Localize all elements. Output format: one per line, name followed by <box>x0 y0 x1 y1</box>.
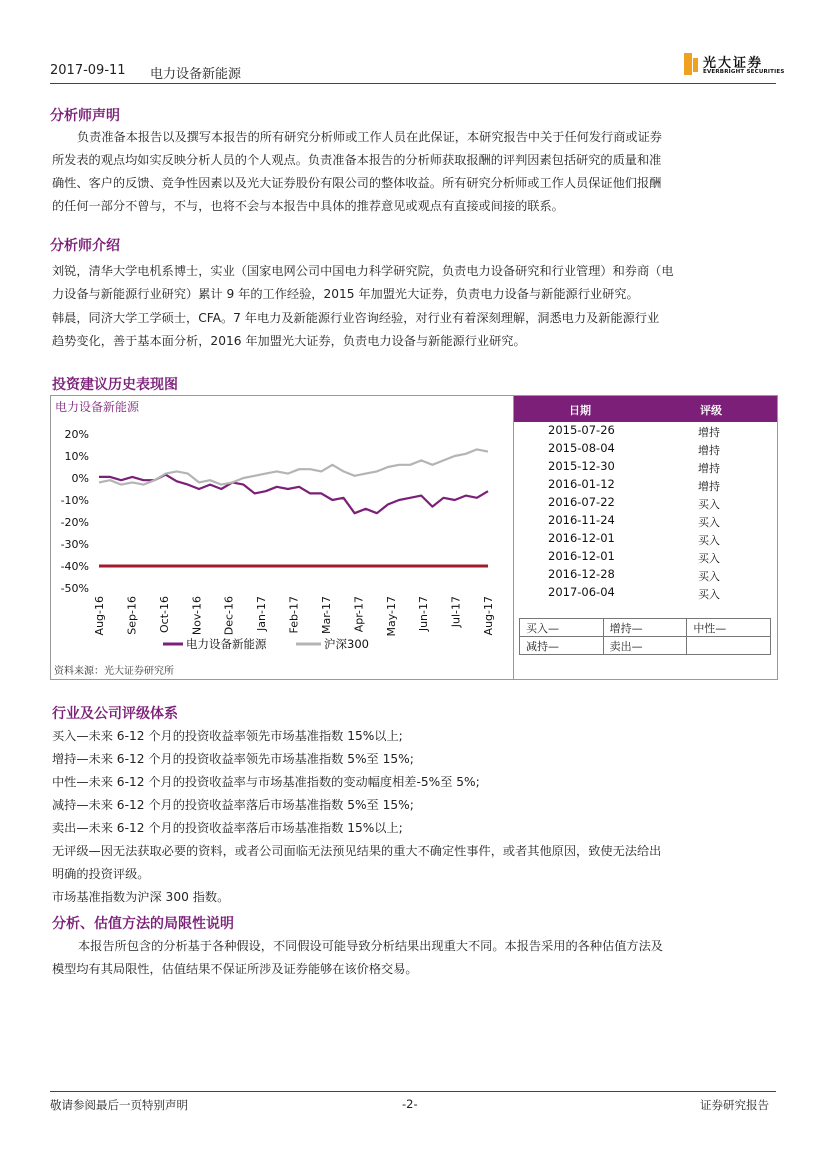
row-rating: 增持 <box>698 462 720 475</box>
rating-rows <box>514 422 777 612</box>
legend-cell <box>687 637 771 655</box>
section-title-analyst-intro: 分析师介绍 <box>50 238 120 254</box>
row-rating: 买入 <box>698 498 720 511</box>
statement-line: 确性、客户的反馈、竞争性因素以及光大证券股份有限公司的整体收益。所有研究分析师或工作人员保证他们报酬 <box>52 176 662 190</box>
statement-line: 的任何一部分不曾与，不与，也将不会与本报告中具体的推荐意见或观点有直接或间接的联系。 <box>52 199 564 213</box>
row-date: 2016-12-01 <box>548 549 615 563</box>
row-rating: 买入 <box>698 516 720 529</box>
legend-cell: 增持— <box>603 619 687 637</box>
row-date: 2016-01-12 <box>548 477 615 491</box>
history-chart <box>50 395 514 680</box>
company-logo <box>684 52 785 78</box>
intro-line: 韩晨，同济大学工学硕士，CFA。7 年电力及新能源行业咨询经验，对行业有着深刻理解，洞悉电力及新能源行业 <box>52 311 660 325</box>
report-date: 2017-09-11 <box>50 63 126 78</box>
rating-legend <box>519 618 771 655</box>
statement-line: 所发表的观点均如实反映分析人员的个人观点。负责准备本报告的分析师获取报酬的评判因素包括研究的质量和准 <box>52 153 662 167</box>
x-tick-label: Aug-17 <box>482 596 495 636</box>
rating-table-header <box>514 396 777 422</box>
section-title-analyst-statement: 分析师声明 <box>50 108 120 124</box>
logo-text-en: EVERBRIGHT SECURITIES <box>703 69 785 75</box>
x-tick-label: Aug-16 <box>93 596 106 636</box>
rating-history-table <box>513 395 778 680</box>
row-rating: 买入 <box>698 534 720 547</box>
legend-cell: 卖出— <box>603 637 687 655</box>
x-tick-label: Dec-16 <box>222 596 236 636</box>
footer-divider <box>50 1091 776 1092</box>
page-number: -2- <box>402 1097 418 1111</box>
row-date: 2016-12-01 <box>548 531 615 545</box>
y-tick-label: 10% <box>64 450 89 463</box>
legend-cell: 减持— <box>520 637 604 655</box>
logo-mark-icon <box>684 53 692 75</box>
y-tick-label: -30% <box>60 538 89 551</box>
table-row <box>514 440 777 458</box>
rating-def-line: 增持—未来 6-12 个月的投资收益率领先市场基准指数 5%至 15%; <box>52 752 414 766</box>
intro-line: 刘锐，清华大学电机系博士，实业（国家电网公司中国电力科学研究院，负责电力设备研究和行业管理）和券商（电 <box>52 264 674 278</box>
row-rating: 买入 <box>698 588 720 601</box>
report-sector: 电力设备新能源 <box>150 67 242 82</box>
row-date: 2016-11-24 <box>548 513 615 527</box>
rating-def-line: 减持—未来 6-12 个月的投资收益率落后市场基准指数 5%至 15%; <box>52 798 414 812</box>
row-rating: 增持 <box>698 444 720 457</box>
legend-label: 沪深300 <box>324 637 369 651</box>
x-tick-label: May-17 <box>384 596 398 637</box>
table-row <box>514 458 777 476</box>
row-rating: 买入 <box>698 552 720 565</box>
y-tick-label: 20% <box>64 428 89 441</box>
row-date: 2015-12-30 <box>548 459 615 473</box>
chart-canvas <box>51 396 513 661</box>
series-line <box>99 449 488 484</box>
table-row <box>514 530 777 548</box>
table-row <box>514 584 777 602</box>
section-title-limitations: 分析、估值方法的局限性说明 <box>52 916 234 932</box>
footer-disclaimer: 敬请参阅最后一页特别声明 <box>50 1098 188 1112</box>
intro-line: 趋势变化，善于基本面分析，2016 年加盟光大证券，负责电力设备与新能源行业研究。 <box>52 334 526 348</box>
header-divider <box>50 83 776 84</box>
row-date: 2017-06-04 <box>548 585 615 599</box>
legend-row <box>520 619 771 637</box>
x-tick-label: Nov-16 <box>190 596 204 636</box>
rating-def-line: 无评级—因无法获取必要的资料，或者公司面临无法预见结果的重大不确定性事件，或者其他原因，致使无法给出 <box>52 844 662 858</box>
rating-def-line: 买入—未来 6-12 个月的投资收益率领先市场基准指数 15%以上; <box>52 729 403 743</box>
table-row <box>514 494 777 512</box>
legend-row <box>520 637 771 655</box>
row-date: 2015-08-04 <box>548 441 615 455</box>
rating-def-line: 明确的投资评级。 <box>52 867 150 881</box>
y-tick-label: 0% <box>71 472 89 485</box>
row-rating: 增持 <box>698 480 720 493</box>
row-date: 2016-12-28 <box>548 567 615 581</box>
y-tick-label: -20% <box>60 516 89 529</box>
x-tick-label: Apr-17 <box>352 596 366 633</box>
row-date: 2015-07-26 <box>548 423 615 437</box>
y-tick-label: -50% <box>60 582 89 595</box>
table-row <box>514 476 777 494</box>
table-row <box>514 422 777 440</box>
x-tick-label: Jan-17 <box>255 596 269 631</box>
rating-def-line: 中性—未来 6-12 个月的投资收益率与市场基准指数的变动幅度相差-5%至 5%; <box>52 775 480 789</box>
logo-mark-icon <box>693 58 698 72</box>
x-tick-label: Sep-16 <box>125 596 139 635</box>
chart-title: 电力设备新能源 <box>55 400 140 414</box>
row-rating: 增持 <box>698 426 720 439</box>
x-tick-label: Jun-17 <box>417 596 431 632</box>
intro-line: 力设备与新能源行业研究）累计 9 年的工作经验，2015 年加盟光大证券，负责电力设备与新能源行业研究。 <box>52 287 639 301</box>
limitation-line: 本报告所包含的分析基于各种假设，不同假设可能导致分析结果出现重大不同。本报告采用的各种估值方法及 <box>78 939 663 953</box>
rating-def-line: 市场基准指数为沪深 300 指数。 <box>52 890 230 904</box>
legend-label: 电力设备新能源 <box>186 637 267 651</box>
x-tick-label: Jul-17 <box>449 596 463 628</box>
header-date: 日期 <box>569 404 591 417</box>
x-tick-label: Mar-17 <box>319 596 333 635</box>
footer-report-type: 证券研究报告 <box>700 1098 769 1112</box>
statement-line: 负责准备本报告以及撰写本报告的所有研究分析师或工作人员在此保证，本研究报告中关于任何发行商或证券 <box>77 130 662 144</box>
header-rating: 评级 <box>700 404 722 417</box>
legend-cell: 中性— <box>687 619 771 637</box>
rating-def-line: 卖出—未来 6-12 个月的投资收益率落后市场基准指数 15%以上; <box>52 821 403 835</box>
chart-source: 资料来源：光大证券研究所 <box>54 666 174 677</box>
legend-cell: 买入— <box>520 619 604 637</box>
row-rating: 买入 <box>698 570 720 583</box>
series-line <box>99 475 488 514</box>
table-row <box>514 548 777 566</box>
row-date: 2016-07-22 <box>548 495 615 509</box>
x-tick-label: Oct-16 <box>157 596 171 633</box>
table-row <box>514 566 777 584</box>
table-row <box>514 512 777 530</box>
section-title-history: 投资建议历史表现图 <box>52 377 178 393</box>
y-tick-label: -10% <box>60 494 89 507</box>
logo-text-cn: 光大证券 <box>703 56 764 71</box>
limitation-line: 模型均有其局限性，估值结果不保证所涉及证券能够在该价格交易。 <box>52 962 418 976</box>
x-tick-label: Feb-17 <box>287 596 301 634</box>
section-title-rating-system: 行业及公司评级体系 <box>52 706 178 722</box>
y-tick-label: -40% <box>60 560 89 573</box>
